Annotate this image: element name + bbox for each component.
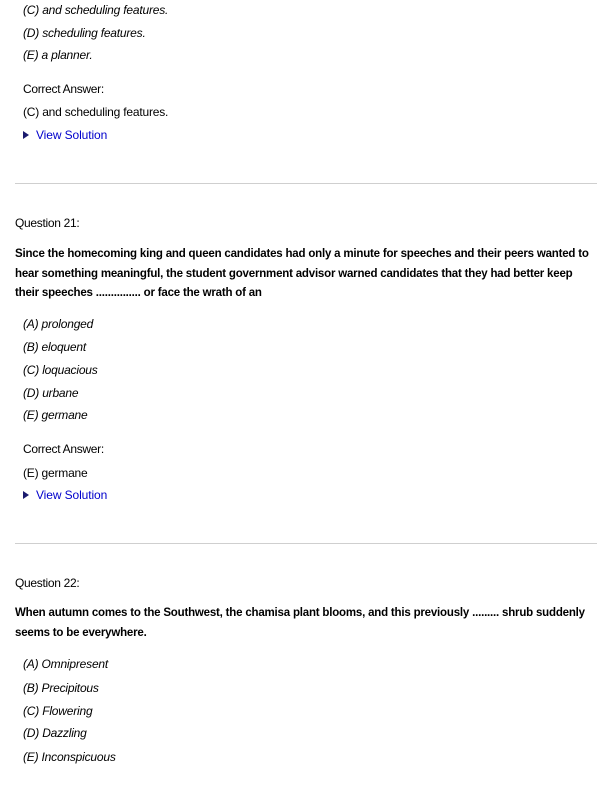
disclosure-triangle-icon: [23, 131, 29, 139]
option-e: (E) germane: [23, 408, 88, 422]
option-d: (D) urbane: [23, 386, 79, 400]
divider: [15, 543, 597, 544]
option-a: (A) Omnipresent: [23, 657, 109, 671]
option-d: (D) Dazzling: [23, 726, 87, 740]
correct-answer-value: (E) germane: [23, 466, 88, 480]
option-c: (C) loquacious: [23, 363, 98, 377]
option-e: (E) a planner.: [23, 48, 93, 62]
option-c: (C) and scheduling features.: [23, 3, 169, 17]
option-a: (A) prolonged: [23, 317, 94, 331]
question-22-text: When autumn comes to the Southwest, the chamisa plant blooms, and this previously ......... shrub suddenly seems to be everywhere.: [15, 607, 585, 639]
correct-answer-label: Correct Answer:: [23, 442, 104, 456]
correct-answer-value: (C) and scheduling features.: [23, 105, 169, 119]
disclosure-triangle-icon: [23, 491, 29, 499]
question-21-heading: Question 21:: [15, 216, 80, 230]
correct-answer-label: Correct Answer:: [23, 82, 104, 96]
question-22-heading: Question 22:: [15, 576, 80, 590]
view-solution-button[interactable]: [23, 128, 107, 142]
option-b: (B) Precipitous: [23, 681, 99, 695]
view-solution-button[interactable]: [23, 488, 107, 502]
option-d: (D) scheduling features.: [23, 26, 146, 40]
question-21-text: Since the homecoming king and queen candidates had only a minute for speeches and their peers wanted to hear something meaningful, the student government advisor warned candidates that they had better keep their speeches ............... or face the wrath of an: [15, 248, 589, 299]
option-e: (E) Inconspicuous: [23, 750, 116, 764]
divider: [15, 183, 597, 184]
view-solution-label: View Solution: [36, 128, 108, 142]
view-solution-label: View Solution: [36, 488, 108, 502]
option-c: (C) Flowering: [23, 704, 93, 718]
option-b: (B) eloquent: [23, 340, 86, 354]
